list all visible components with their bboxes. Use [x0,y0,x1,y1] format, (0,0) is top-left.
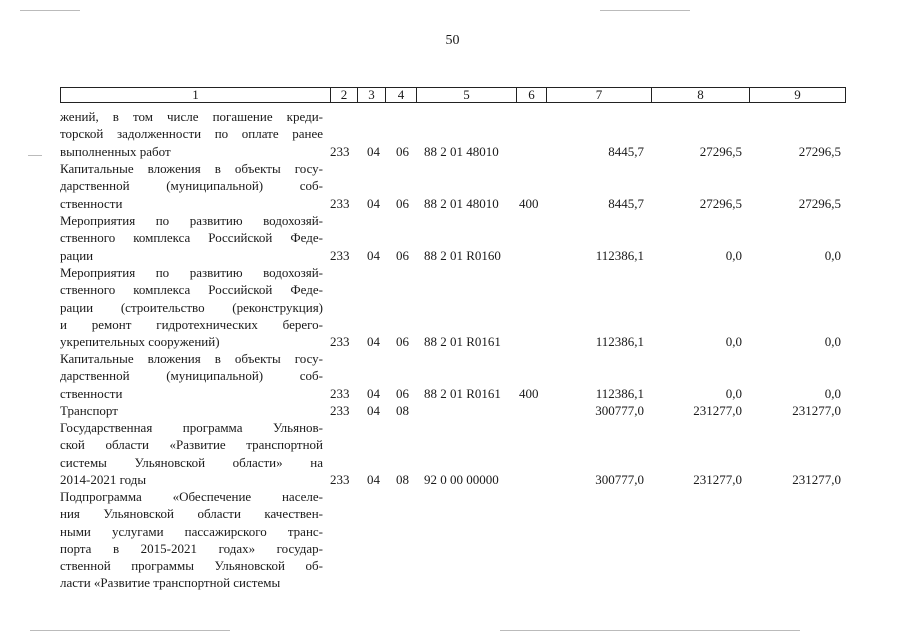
cell-c3: 04 [367,385,380,401]
header-col-7: 7 [546,88,651,102]
row-description [60,419,323,488]
cell-c3: 04 [367,403,380,418]
cell-c5: 88 2 01 R0160 [424,247,501,263]
description-line: ственной программы Ульяновской об- [60,558,323,574]
cell-c5: 88 2 01 48010 [424,143,499,159]
description-line: ственного комплекса Российской Феде- [60,282,323,298]
scan-speck [500,630,800,631]
cell-c9: 27296,5 [798,195,841,211]
cell-c9: 0,0 [824,334,841,350]
cell-c6: 400 [519,195,539,211]
cell-c2: 233 [330,334,350,350]
description-line: Капитальные вложения в объекты госу- [60,351,323,366]
cell-c3: 04 [367,471,380,487]
description-line: дарственной (муниципальной) соб- [60,368,323,384]
cell-c4: 06 [396,143,409,159]
description-line: ственного комплекса Российской Феде- [60,230,323,246]
header-col-9: 9 [749,88,845,102]
row-description [60,350,323,402]
description-line: ными услугами пассажирского транс- [60,523,323,539]
description-line: и ремонт гидротехнических берего- [60,316,323,332]
cell-c5: 92 0 00 00000 [424,471,499,487]
cell-c7: 8445,7 [608,143,644,159]
header-col-6: 6 [516,88,546,102]
cell-c8: 231277,0 [693,403,742,418]
description-line: ния Ульяновской области качествен- [60,506,323,522]
description-line: дарственной (муниципальной) соб- [60,178,323,194]
cell-c2: 233 [330,195,350,211]
description-line: Государственная программа Ульянов- [60,420,323,435]
header-col-1: 1 [192,87,199,102]
description-line: Подпрограмма «Обеспечение населе- [60,489,323,504]
description-line: ственности [60,385,123,401]
scan-speck [28,155,42,156]
row-description [60,108,323,160]
row-description [60,212,323,264]
cell-c3: 04 [367,143,380,159]
scan-speck [600,10,690,11]
cell-c2: 233 [330,403,350,418]
description-line: выполненных работ [60,143,171,159]
cell-c4: 08 [396,403,409,418]
header-col-5: 5 [416,88,516,102]
cell-c4: 06 [396,334,409,350]
cell-c4: 06 [396,385,409,401]
description-line: Мероприятия по развитию водохозяй- [60,265,323,280]
cell-c3: 04 [367,334,380,350]
cell-c9: 0,0 [824,247,841,263]
description-line: системы Ульяновской области» на [60,454,323,470]
description-line: Транспорт [60,403,118,418]
description-line: жений, в том числе погашение креди- [60,109,323,124]
row-description [60,488,323,592]
cell-c2: 233 [330,471,350,487]
cell-c9: 0,0 [824,385,841,401]
cell-c2: 233 [330,385,350,401]
cell-c8: 0,0 [725,334,742,350]
header-col-3: 3 [357,88,385,102]
description-line: ственности [60,195,123,211]
description-line: порта в 2015-2021 годах» государ- [60,540,323,556]
description-line: 2014-2021 годы [60,471,147,487]
cell-c5: 88 2 01 48010 [424,195,499,211]
row-description [60,402,323,419]
scan-speck [30,630,230,631]
cell-c9: 231277,0 [792,403,841,418]
page-number: 50 [445,33,460,48]
header-col-4: 4 [385,88,416,102]
cell-c9: 27296,5 [798,143,841,159]
cell-c2: 233 [330,143,350,159]
row-description [60,160,323,212]
description-line: Мероприятия по развитию водохозяй- [60,213,323,228]
cell-c8: 231277,0 [693,471,742,487]
cell-c5: 88 2 01 R0161 [424,385,501,401]
description-line: ской области «Развитие транспортной [60,437,323,453]
cell-c7: 300777,0 [595,471,644,487]
scan-speck [20,10,80,11]
cell-c8: 27296,5 [699,195,742,211]
cell-c6: 400 [519,385,539,401]
description-line: Капитальные вложения в объекты госу- [60,161,323,176]
header-col-2: 2 [330,88,357,102]
cell-c7: 112386,1 [595,334,644,350]
description-line: укрепительных сооружений) [60,334,220,350]
row-description [60,264,323,350]
description-line: торской задолженности по оплате ранее [60,126,323,142]
cell-c9: 231277,0 [792,471,841,487]
cell-c2: 233 [330,247,350,263]
cell-c8: 27296,5 [699,143,742,159]
cell-c8: 0,0 [725,385,742,401]
cell-c7: 112386,1 [595,385,644,401]
cell-c4: 06 [396,195,409,211]
cell-c5: 88 2 01 R0161 [424,334,501,350]
description-line: ласти «Развитие транспортной системы [60,575,281,591]
cell-c7: 112386,1 [595,247,644,263]
cell-c4: 06 [396,247,409,263]
cell-c7: 300777,0 [595,403,644,418]
header-col-8: 8 [651,88,749,102]
description-line: рации (строительство (реконструкция) [60,299,323,315]
cell-c3: 04 [367,247,380,263]
cell-c4: 08 [396,471,409,487]
description-line: рации [60,247,94,263]
cell-c7: 8445,7 [608,195,644,211]
cell-c3: 04 [367,195,380,211]
cell-c8: 0,0 [725,247,742,263]
